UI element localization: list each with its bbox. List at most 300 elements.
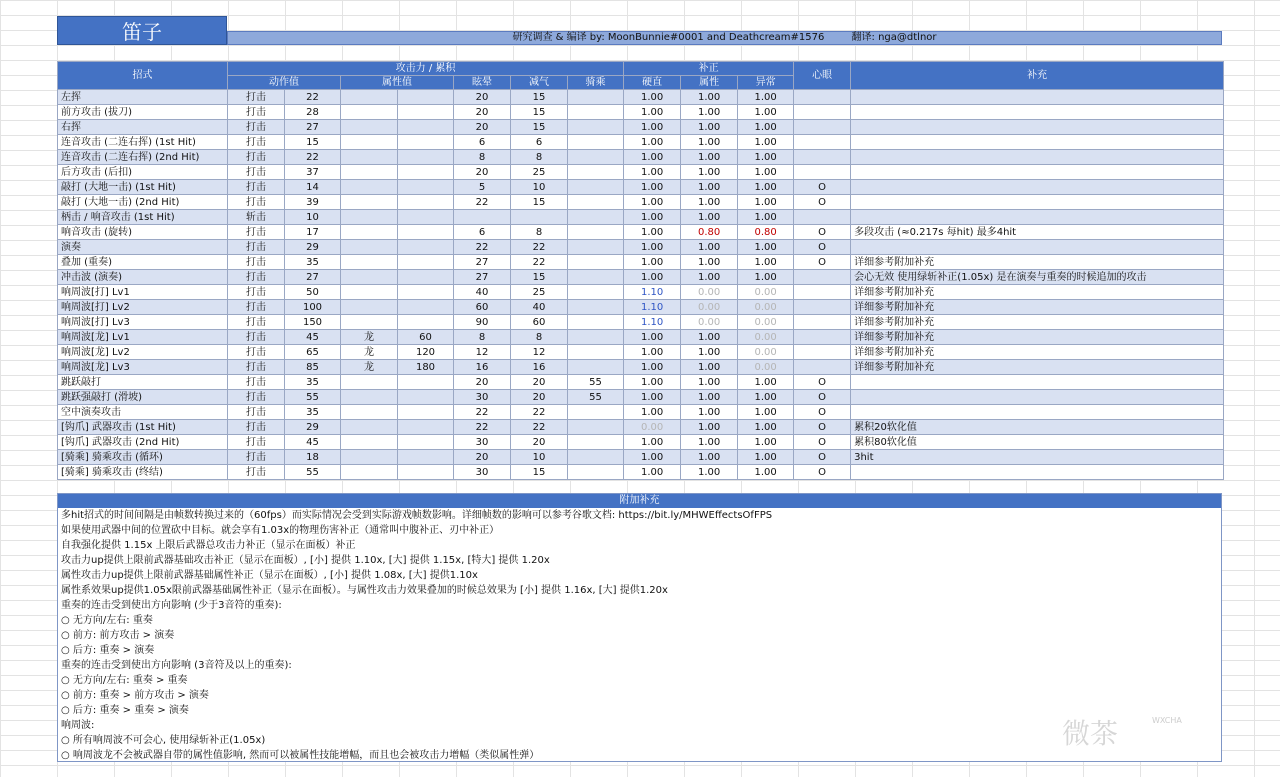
cell-note [851,150,1224,165]
cell-status-mod: 1.00 [738,135,794,150]
cell-move: 空中演奏攻击 [58,405,228,420]
cell-element-mod: 1.00 [681,465,738,480]
cell-status-mod: 0.00 [738,330,794,345]
table-row [58,420,1224,435]
cell-element-mod: 1.00 [681,270,738,285]
cell-status-mod: 1.00 [738,375,794,390]
cell-move: 连音攻击 (二连右挥) (2nd Hit) [58,150,228,165]
cell-element-mod: 1.00 [681,390,738,405]
cell-raw-mod: 1.00 [624,195,681,210]
cell-move: [骑乘] 骑乘攻击 (终结) [58,465,228,480]
cell-mind-eye [794,300,851,315]
cell-element-value [398,240,454,255]
note-line: 重奏的连击受到使出方向影响 (少于3音符的重奏): [61,600,282,611]
cell-type: 打击 [228,135,285,150]
table-row [58,450,1224,465]
cell-element-value [398,90,454,105]
cell-note: 详细参考附加补充 [851,285,1224,300]
cell-element-value [398,450,454,465]
cell-exhaust: 22 [511,240,568,255]
cell-motion: 45 [285,435,341,450]
cell-element-value [398,405,454,420]
cell-type: 打击 [228,150,285,165]
cell-type: 打击 [228,165,285,180]
cell-exhaust: 10 [511,180,568,195]
cell-status-mod: 0.00 [738,345,794,360]
cell-stun: 22 [454,420,511,435]
cell-mind-eye [794,270,851,285]
note-line: ○ 所有响周波不可会心, 使用绿斩补正(1.05x) [61,735,266,746]
cell-stun [454,210,511,225]
cell-mount [568,270,624,285]
table-row [58,135,1224,150]
cell-raw-mod: 1.10 [624,315,681,330]
cell-move: 跳跃敲打 [58,375,228,390]
cell-stun: 20 [454,120,511,135]
cell-status-mod: 1.00 [738,240,794,255]
cell-element-value [398,195,454,210]
note-line: 重奏的连击受到使出方向影响 (3音符及以上的重奏): [61,660,292,671]
table-row [58,270,1224,285]
cell-stun: 30 [454,465,511,480]
cell-status-mod: 1.00 [738,150,794,165]
cell-stun: 27 [454,255,511,270]
cell-note [851,165,1224,180]
table-row [58,390,1224,405]
note-line: 响周波: [61,720,95,731]
cell-mind-eye [794,330,851,345]
note-line: ○ 响周波龙不会被武器自带的属性值影响, 然而可以被属性技能增幅，而且也会被攻击力增幅（类似属性弹） [61,750,540,761]
cell-status-mod: 0.00 [738,315,794,330]
cell-type: 打击 [228,405,285,420]
cell-mount [568,150,624,165]
cell-element-mod: 1.00 [681,375,738,390]
cell-type: 打击 [228,300,285,315]
cell-mount [568,240,624,255]
cell-move: [钩爪] 武器攻击 (1st Hit) [58,420,228,435]
cell-mount [568,405,624,420]
cell-exhaust: 12 [511,345,568,360]
cell-note: 详细参考附加补充 [851,300,1224,315]
translation-credit: 翻译: nga@dtlnor [851,32,937,43]
cell-status-mod: 1.00 [738,255,794,270]
cell-stun: 27 [454,270,511,285]
cell-element-mod: 1.00 [681,420,738,435]
cell-mount [568,300,624,315]
table-row [58,180,1224,195]
cell-mind-eye: O [794,450,851,465]
cell-motion: 29 [285,240,341,255]
cell-note [851,120,1224,135]
cell-stun: 90 [454,315,511,330]
cell-stun: 20 [454,105,511,120]
cell-element-mod: 1.00 [681,120,738,135]
cell-motion: 37 [285,165,341,180]
cell-motion: 22 [285,90,341,105]
cell-type: 打击 [228,315,285,330]
cell-type: 打击 [228,420,285,435]
cell-raw-mod: 1.00 [624,180,681,195]
cell-raw-mod: 1.00 [624,435,681,450]
table-row [58,375,1224,390]
cell-exhaust: 40 [511,300,568,315]
cell-element-mod: 1.00 [681,330,738,345]
cell-element-type [341,240,398,255]
cell-mind-eye [794,360,851,375]
cell-mind-eye: O [794,435,851,450]
cell-element-type [341,90,398,105]
cell-mind-eye [794,345,851,360]
cell-raw-mod: 1.00 [624,210,681,225]
cell-exhaust: 20 [511,390,568,405]
cell-mind-eye: O [794,225,851,240]
cell-element-type [341,405,398,420]
cell-element-value [398,135,454,150]
cell-exhaust: 15 [511,120,568,135]
cell-exhaust: 22 [511,405,568,420]
cell-mind-eye: O [794,240,851,255]
cell-stun: 30 [454,390,511,405]
cell-mount: 55 [568,375,624,390]
cell-mind-eye [794,315,851,330]
cell-element-type [341,135,398,150]
cell-mount [568,345,624,360]
note-line: ○ 后方: 重奏 > 演奏 [61,645,155,656]
cell-element-value [398,105,454,120]
cell-mount [568,135,624,150]
cell-motion: 15 [285,135,341,150]
header-element: 属性 [681,76,738,90]
cell-element-type [341,165,398,180]
cell-mount [568,285,624,300]
cell-mind-eye [794,105,851,120]
cell-mind-eye [794,120,851,135]
cell-element-mod: 1.00 [681,195,738,210]
cell-motion: 27 [285,270,341,285]
cell-type: 打击 [228,180,285,195]
cell-stun: 20 [454,450,511,465]
cell-raw-mod: 1.00 [624,270,681,285]
table-row [58,465,1224,480]
cell-raw-mod: 1.00 [624,375,681,390]
cell-status-mod: 1.00 [738,105,794,120]
cell-element-value [398,375,454,390]
cell-element-type [341,450,398,465]
cell-note [851,405,1224,420]
cell-move: 敲打 (大地一击) (2nd Hit) [58,195,228,210]
cell-motion: 29 [285,420,341,435]
cell-move: 响周波[龙] Lv3 [58,360,228,375]
cell-mount [568,360,624,375]
cell-raw-mod: 1.00 [624,150,681,165]
cell-stun: 22 [454,405,511,420]
research-credit: 研究调查 & 编译 by: MoonBunnie#0001 and Deathcream#1576 [512,32,825,43]
header-notes: 补充 [851,62,1224,90]
cell-element-type [341,105,398,120]
cell-type: 打击 [228,120,285,135]
cell-raw-mod: 1.00 [624,240,681,255]
cell-status-mod: 1.00 [738,120,794,135]
cell-element-value [398,435,454,450]
cell-element-mod: 0.00 [681,285,738,300]
table-row [58,315,1224,330]
cell-stun: 6 [454,225,511,240]
cell-element-type: 龙 [341,360,398,375]
cell-exhaust: 8 [511,225,568,240]
cell-type: 打击 [228,270,285,285]
cell-mount [568,180,624,195]
cell-mount [568,450,624,465]
cell-element-type [341,435,398,450]
cell-element-type [341,255,398,270]
cell-note: 多段攻击 (≈0.217s 每hit) 最多4hit [851,225,1224,240]
cell-mind-eye [794,165,851,180]
cell-motion: 28 [285,105,341,120]
table-row [58,165,1224,180]
cell-mount [568,420,624,435]
note-line: ○ 前方: 前方攻击 > 演奏 [61,630,175,641]
cell-move: 前方攻击 (拔刀) [58,105,228,120]
cell-note [851,135,1224,150]
cell-motion: 55 [285,465,341,480]
cell-motion: 55 [285,390,341,405]
note-line: 多hit招式的时间间隔是由帧数转换过来的（60fps）而实际情况会受到实际游戏帧数影响。详细帧数的影响可以参考谷歌文档: https://bit.ly/MHWEffectsOfFPS [61,510,773,521]
table-row [58,105,1224,120]
cell-status-mod: 1.00 [738,90,794,105]
cell-type: 斩击 [228,210,285,225]
cell-exhaust [511,210,568,225]
cell-move: [骑乘] 骑乘攻击 (循环) [58,450,228,465]
cell-mind-eye: O [794,405,851,420]
note-line: ○ 后方: 重奏 > 重奏 > 演奏 [61,705,189,716]
cell-element-type [341,300,398,315]
cell-element-mod: 1.00 [681,165,738,180]
cell-motion: 22 [285,150,341,165]
table-row [58,300,1224,315]
cell-mount [568,165,624,180]
cell-mount [568,120,624,135]
cell-element-value [398,315,454,330]
cell-stun: 20 [454,375,511,390]
watermark-text: 微茶 [1062,717,1119,750]
cell-note [851,180,1224,195]
note-line: 属性攻击力up提供上限前武器基础属性补正（显示在面板）, [小] 提供 1.08x, [大] 提供1.10x [61,570,478,581]
cell-raw-mod: 1.00 [624,330,681,345]
cell-element-type [341,375,398,390]
cell-mount: 55 [568,390,624,405]
cell-note [851,210,1224,225]
note-line: ○ 无方向/左右: 重奏 > 重奏 [61,675,188,686]
cell-type: 打击 [228,225,285,240]
cell-stun: 8 [454,330,511,345]
cell-note: 详细参考附加补充 [851,255,1224,270]
cell-motion: 27 [285,120,341,135]
table-row [58,210,1224,225]
cell-exhaust: 15 [511,105,568,120]
header-elemental-value: 属性值 [341,76,454,90]
table-row [58,255,1224,270]
cell-move: 右挥 [58,120,228,135]
cell-status-mod: 1.00 [738,390,794,405]
cell-mount [568,330,624,345]
header-raw: 硬直 [624,76,681,90]
cell-motion: 35 [285,255,341,270]
cell-exhaust: 25 [511,285,568,300]
cell-stun: 12 [454,345,511,360]
cell-stun: 5 [454,180,511,195]
header-move: 招式 [58,62,228,90]
cell-raw-mod: 1.00 [624,135,681,150]
cell-mount [568,465,624,480]
cell-mind-eye: O [794,420,851,435]
cell-motion: 50 [285,285,341,300]
cell-type: 打击 [228,240,285,255]
cell-mount [568,225,624,240]
cell-stun: 40 [454,285,511,300]
cell-element-value [398,465,454,480]
cell-mind-eye [794,90,851,105]
cell-exhaust: 22 [511,255,568,270]
cell-raw-mod: 1.00 [624,450,681,465]
cell-element-mod: 0.00 [681,300,738,315]
cell-element-type [341,150,398,165]
note-line: 如果使用武器中间的位置砍中目标。就会享有1.03x的物理伤害补正（通常叫中腹补正、刃中补正） [61,525,500,536]
cell-exhaust: 15 [511,90,568,105]
cell-element-type [341,210,398,225]
cell-element-type [341,270,398,285]
cell-status-mod: 0.00 [738,300,794,315]
cell-element-mod: 1.00 [681,360,738,375]
cell-stun: 22 [454,240,511,255]
table-row [58,405,1224,420]
cell-type: 打击 [228,330,285,345]
cell-type: 打击 [228,450,285,465]
cell-note: 详细参考附加补充 [851,315,1224,330]
cell-mind-eye: O [794,255,851,270]
cell-exhaust: 6 [511,135,568,150]
cell-note [851,90,1224,105]
cell-mount [568,90,624,105]
cell-move: 响周波[打] Lv2 [58,300,228,315]
cell-note [851,105,1224,120]
cell-stun: 6 [454,135,511,150]
table-row [58,240,1224,255]
cell-raw-mod: 1.00 [624,390,681,405]
cell-element-type [341,390,398,405]
note-line: ○ 前方: 重奏 > 前方攻击 > 演奏 [61,690,209,701]
cell-move: 连音攻击 (二连右挥) (1st Hit) [58,135,228,150]
cell-move: 跳跃强敲打 (滑坡) [58,390,228,405]
header-status: 异常 [738,76,794,90]
cell-status-mod: 1.00 [738,450,794,465]
notes-header: 附加补充 [58,494,1221,508]
cell-element-type [341,285,398,300]
cell-exhaust: 16 [511,360,568,375]
cell-move: 叠加 (重奏) [58,255,228,270]
cell-move: [钩爪] 武器攻击 (2nd Hit) [58,435,228,450]
cell-stun: 60 [454,300,511,315]
cell-note: 会心无效 使用绿斩补正(1.05x) 是在演奏与重奏的时候追加的攻击 [851,270,1224,285]
note-line: 属性系效果up提供1.05x限前武器基础属性补正（显示在面板）。与属性攻击力效果叠加的时候总效果为 [小] 提供 1.16x, [大] 提供1.20x [61,585,668,596]
table-row [58,345,1224,360]
cell-type: 打击 [228,465,285,480]
cell-exhaust: 15 [511,270,568,285]
cell-type: 打击 [228,345,285,360]
header-exhaust: 减气 [511,76,568,90]
note-line: 攻击力up提供上限前武器基础攻击补正（显示在面板）, [小] 提供 1.10x, [大] 提供 1.15x, [特大] 提供 1.20x [61,555,550,566]
cell-exhaust: 20 [511,435,568,450]
cell-raw-mod: 1.00 [624,120,681,135]
cell-type: 打击 [228,255,285,270]
table-row [58,195,1224,210]
cell-mount [568,435,624,450]
cell-move: 响周波[打] Lv1 [58,285,228,300]
cell-mind-eye: O [794,375,851,390]
cell-motion: 45 [285,330,341,345]
cell-raw-mod: 1.00 [624,345,681,360]
credits-bar [227,31,1222,45]
cell-mount [568,195,624,210]
cell-raw-mod: 1.10 [624,300,681,315]
cell-status-mod: 1.00 [738,405,794,420]
cell-motion: 17 [285,225,341,240]
cell-element-value [398,225,454,240]
cell-mount [568,255,624,270]
cell-element-mod: 1.00 [681,450,738,465]
cell-status-mod: 1.00 [738,435,794,450]
cell-motion: 10 [285,210,341,225]
header-mind-eye: 心眼 [794,62,851,90]
cell-raw-mod: 1.10 [624,285,681,300]
cell-stun: 22 [454,195,511,210]
cell-move: 左挥 [58,90,228,105]
cell-exhaust: 60 [511,315,568,330]
cell-element-value [398,420,454,435]
cell-motion: 35 [285,375,341,390]
cell-move: 演奏 [58,240,228,255]
watermark-small: WXCHA [1152,716,1182,725]
cell-note: 详细参考附加补充 [851,330,1224,345]
cell-stun: 30 [454,435,511,450]
table-row [58,150,1224,165]
cell-status-mod: 0.00 [738,285,794,300]
cell-exhaust: 8 [511,150,568,165]
cell-element-mod: 1.00 [681,255,738,270]
cell-mind-eye [794,285,851,300]
cell-move: 响周波[龙] Lv1 [58,330,228,345]
cell-element-mod: 0.00 [681,315,738,330]
cell-element-value [398,270,454,285]
cell-move: 敲打 (大地一击) (1st Hit) [58,180,228,195]
cell-note: 累积80软化值 [851,435,1224,450]
cell-type: 打击 [228,195,285,210]
cell-type: 打击 [228,390,285,405]
cell-exhaust: 22 [511,420,568,435]
cell-element-value [398,300,454,315]
header-stun: 眩晕 [454,76,511,90]
cell-exhaust: 20 [511,375,568,390]
cell-note [851,195,1224,210]
cell-type: 打击 [228,105,285,120]
cell-element-type [341,465,398,480]
cell-motion: 35 [285,405,341,420]
cell-element-value [398,120,454,135]
cell-raw-mod: 1.00 [624,165,681,180]
cell-mount [568,315,624,330]
cell-raw-mod: 1.00 [624,105,681,120]
cell-status-mod: 1.00 [738,210,794,225]
cell-exhaust: 8 [511,330,568,345]
